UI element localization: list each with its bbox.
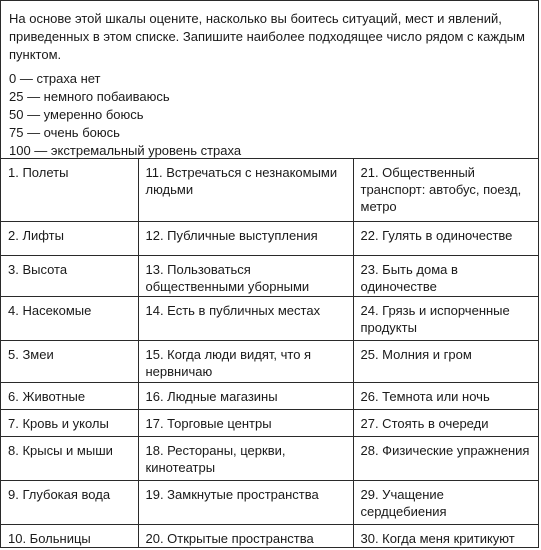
- table-cell: 16. Людные магазины: [138, 382, 353, 409]
- table-row: [1, 480, 538, 524]
- table-cell: 6. Животные: [1, 382, 138, 409]
- table-cell: 20. Открытые пространства: [138, 524, 353, 548]
- table-cell: 28. Физические упражнения: [353, 436, 538, 480]
- table-row: [1, 436, 538, 480]
- scale-item: 100 — экстремальный уровень страха: [9, 143, 242, 158]
- fears-table: [1, 159, 538, 548]
- table-row: [1, 221, 538, 255]
- instructions-text: На основе этой шкалы оцените, насколько вы боитесь ситуаций, мест и явлений, приведенных в этом списке. Запишите наиболее подходящее число рядом с каждым пунктом.: [9, 11, 525, 62]
- table-cell: 21. Общественный транспорт: автобус, поезд, метро: [353, 159, 538, 221]
- scale-item: 50 — умеренно боюсь: [9, 107, 144, 122]
- table-cell: 15. Когда люди видят, что я нервничаю: [138, 340, 353, 382]
- table-cell: 7. Кровь и уколы: [1, 409, 138, 436]
- table-cell: 13. Пользоваться общественными уборными: [138, 255, 353, 296]
- table-cell: 5. Змеи: [1, 340, 138, 382]
- table-cell: 8. Крысы и мыши: [1, 436, 138, 480]
- table-cell: 18. Рестораны, церкви, кинотеатры: [138, 436, 353, 480]
- table-cell: 25. Молния и гром: [353, 340, 538, 382]
- table-cell: 11. Встречаться с незнакомыми людьми: [138, 159, 353, 221]
- fear-scale-list: [9, 70, 528, 160]
- table-cell: 17. Торговые центры: [138, 409, 353, 436]
- scale-item: 25 — немного побаиваюсь: [9, 89, 170, 104]
- table-cell: 26. Темнота или ночь: [353, 382, 538, 409]
- table-cell: 14. Есть в публичных местах: [138, 296, 353, 340]
- table-row: [1, 159, 538, 221]
- table-cell: 19. Замкнутые пространства: [138, 480, 353, 524]
- table-row: [1, 409, 538, 436]
- table-cell: 22. Гулять в одиночестве: [353, 221, 538, 255]
- table-cell: 9. Глубокая вода: [1, 480, 138, 524]
- table-cell: 29. Учащение сердцебиения: [353, 480, 538, 524]
- table-cell: 10. Больницы: [1, 524, 138, 548]
- table-cell: 30. Когда меня критикуют: [353, 524, 538, 548]
- table-row: [1, 382, 538, 409]
- instructions-block: [1, 1, 538, 159]
- table-row: [1, 340, 538, 382]
- table-cell: 27. Стоять в очереди: [353, 409, 538, 436]
- table-row: [1, 524, 538, 548]
- table-cell: 24. Грязь и испорченные продукты: [353, 296, 538, 340]
- table-cell: 3. Высота: [1, 255, 138, 296]
- table-cell: 2. Лифты: [1, 221, 138, 255]
- scale-item: 75 — очень боюсь: [9, 125, 120, 140]
- scale-item: 0 — страха нет: [9, 71, 101, 86]
- table-cell: 1. Полеты: [1, 159, 138, 221]
- table-cell: 23. Быть дома в одиночестве: [353, 255, 538, 296]
- table-row: [1, 255, 538, 296]
- table-cell: 12. Публичные выступления: [138, 221, 353, 255]
- table-cell: 4. Насекомые: [1, 296, 138, 340]
- table-row: [1, 296, 538, 340]
